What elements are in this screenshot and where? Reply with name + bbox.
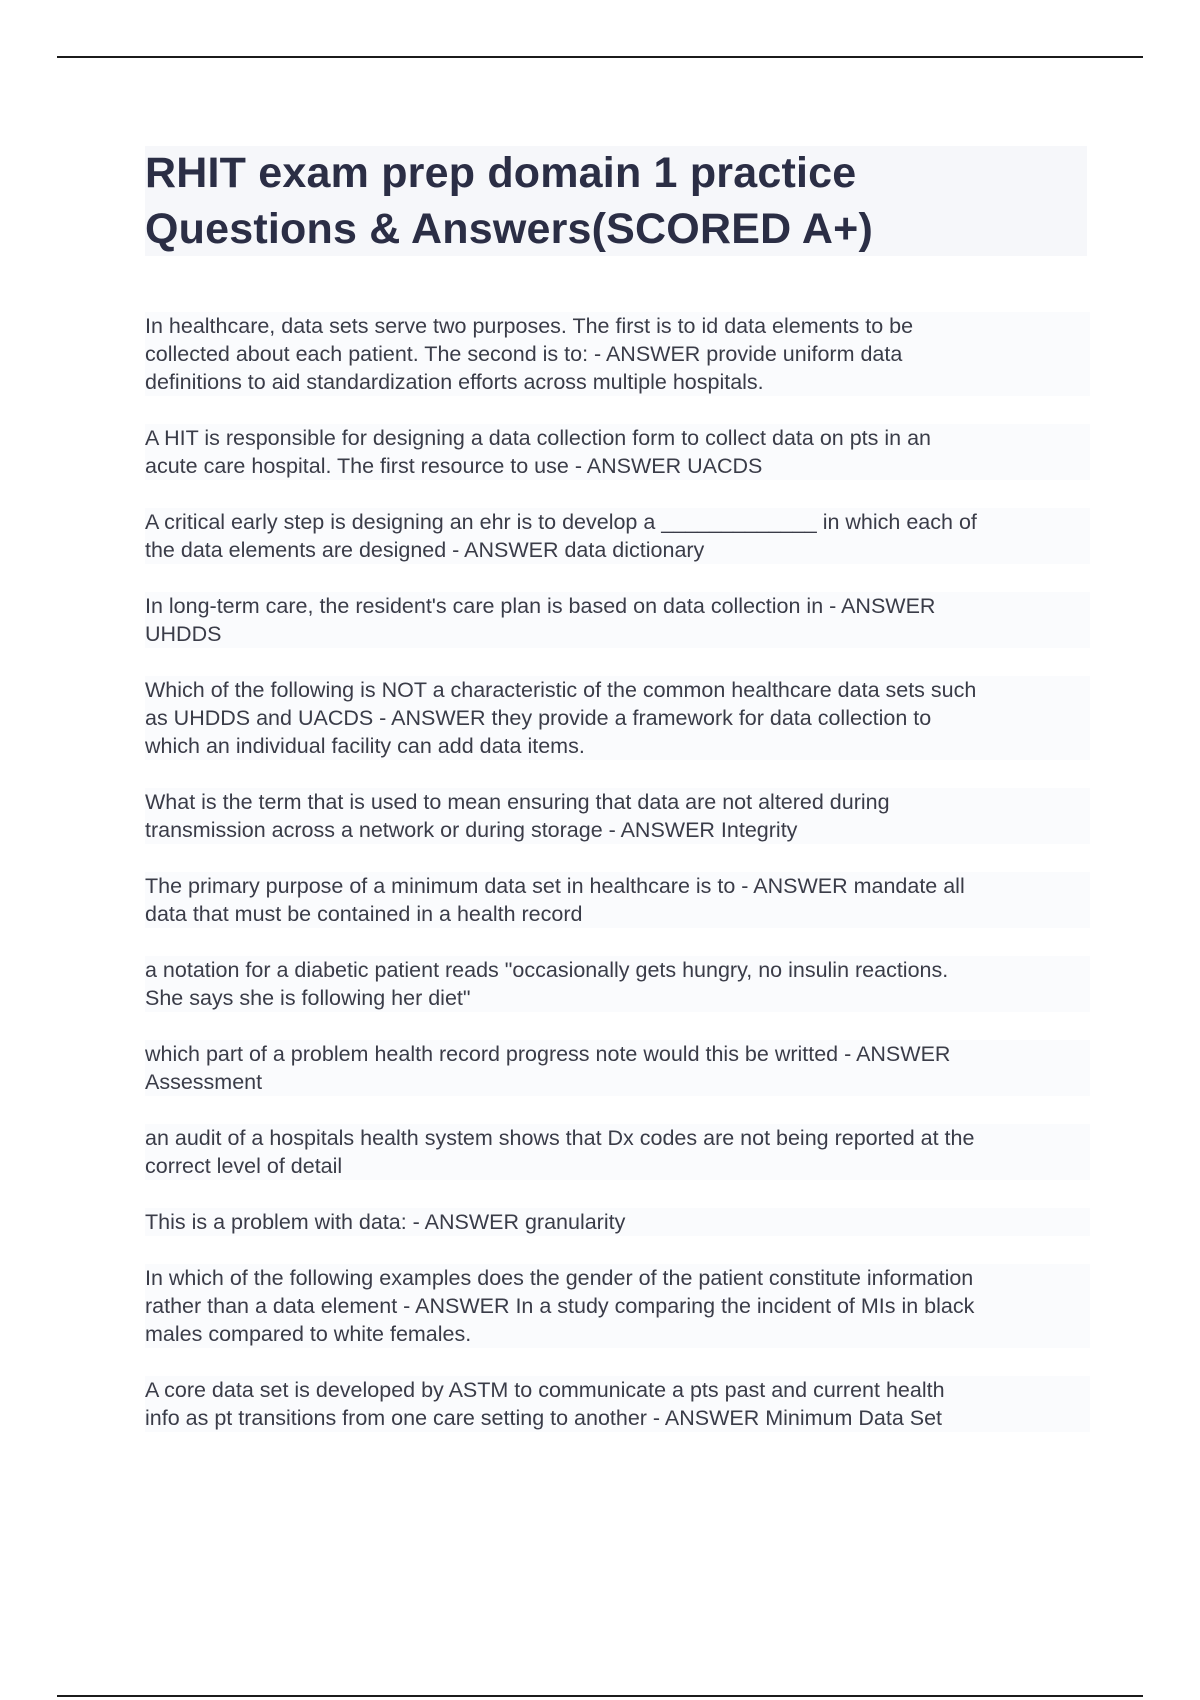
page-title bbox=[145, 145, 1087, 257]
qa-line: as UHDDS and UACDS - ANSWER they provide a framework for data collection to bbox=[145, 706, 932, 730]
qa-line: Assessment bbox=[145, 1070, 263, 1094]
qa-entry bbox=[145, 1040, 1090, 1096]
qa-line: Which of the following is NOT a characteristic of the common healthcare data sets such bbox=[145, 678, 977, 702]
qa-line: which an individual facility can add data items. bbox=[145, 734, 585, 758]
qa-line: What is the term that is used to mean ensuring that data are not altered during bbox=[145, 790, 890, 814]
bottom-divider bbox=[57, 1695, 1143, 1697]
qa-line: In which of the following examples does the gender of the patient constitute information bbox=[145, 1266, 974, 1290]
qa-entry bbox=[145, 788, 1090, 844]
qa-line: which part of a problem health record progress note would this be writted - ANSWER bbox=[145, 1042, 951, 1066]
qa-entry bbox=[145, 1208, 1090, 1236]
top-divider bbox=[57, 56, 1143, 58]
qa-line: This is a problem with data: - ANSWER granularity bbox=[145, 1210, 626, 1234]
qa-line: A HIT is responsible for designing a data collection form to collect data on pts in an bbox=[145, 426, 931, 450]
qa-line: males compared to white females. bbox=[145, 1322, 472, 1346]
qa-line: A core data set is developed by ASTM to communicate a pts past and current health bbox=[145, 1378, 945, 1402]
qa-line: rather than a data element - ANSWER In a study comparing the incident of MIs in black bbox=[145, 1294, 975, 1318]
title-block bbox=[145, 146, 1087, 256]
qa-line: UHDDS bbox=[145, 622, 222, 646]
qa-entry bbox=[145, 1264, 1090, 1348]
qa-line: In long-term care, the resident's care plan is based on data collection in - ANSWER bbox=[145, 594, 936, 618]
qa-entry bbox=[145, 1376, 1090, 1432]
qa-line: an audit of a hospitals health system shows that Dx codes are not being reported at the bbox=[145, 1126, 975, 1150]
qa-list bbox=[145, 312, 1090, 1460]
qa-line: info as pt transitions from one care setting to another - ANSWER Minimum Data Set bbox=[145, 1406, 943, 1430]
qa-entry bbox=[145, 1124, 1090, 1180]
qa-entry bbox=[145, 676, 1090, 760]
qa-line: In healthcare, data sets serve two purposes. The first is to id data elements to be bbox=[145, 314, 914, 338]
qa-line: collected about each patient. The second is to: - ANSWER provide uniform data bbox=[145, 342, 903, 366]
qa-line: A critical early step is designing an ehr is to develop a _____________ in which each of bbox=[145, 510, 977, 534]
qa-entry bbox=[145, 508, 1090, 564]
qa-line: The primary purpose of a minimum data set in healthcare is to - ANSWER mandate all bbox=[145, 874, 965, 898]
qa-line: acute care hospital. The first resource to use - ANSWER UACDS bbox=[145, 454, 763, 478]
qa-entry bbox=[145, 872, 1090, 928]
qa-entry bbox=[145, 956, 1090, 1012]
qa-entry bbox=[145, 424, 1090, 480]
page-title-line: Questions & Answers(SCORED A+) bbox=[145, 205, 873, 253]
qa-line: the data elements are designed - ANSWER data dictionary bbox=[145, 538, 705, 562]
qa-line: a notation for a diabetic patient reads "occasionally gets hungry, no insulin reactions. bbox=[145, 958, 949, 982]
qa-line: correct level of detail bbox=[145, 1154, 343, 1178]
page-title-line: RHIT exam prep domain 1 practice bbox=[145, 149, 857, 197]
qa-line: transmission across a network or during storage - ANSWER Integrity bbox=[145, 818, 798, 842]
qa-line: She says she is following her diet" bbox=[145, 986, 471, 1010]
qa-entry bbox=[145, 312, 1090, 396]
qa-line: data that must be contained in a health record bbox=[145, 902, 583, 926]
qa-entry bbox=[145, 592, 1090, 648]
qa-line: definitions to aid standardization efforts across multiple hospitals. bbox=[145, 370, 764, 394]
